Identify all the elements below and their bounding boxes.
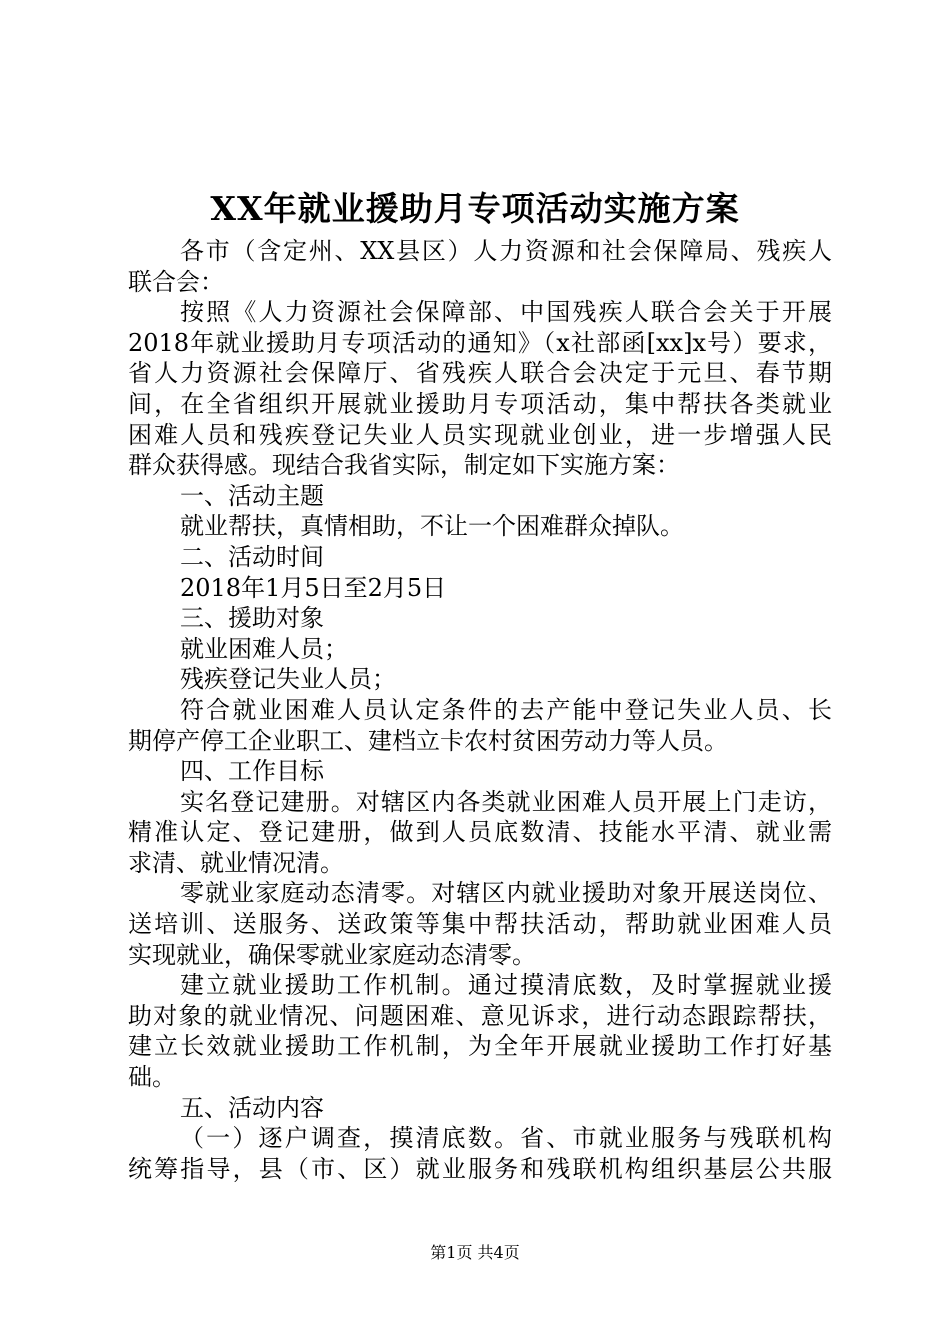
text-line: 联合会：: [128, 267, 224, 296]
document-body: [128, 236, 832, 1184]
text-line: 间，在全省组织开展就业援助月专项活动，集中帮扶各类就业: [128, 389, 832, 418]
text-line: 建立就业援助工作机制。通过摸清底数，及时掌握就业援: [180, 971, 832, 1000]
text-line: 2018年就业援助月专项活动的通知》（x社部函[xx]x号）要求，: [128, 328, 832, 357]
text-line: 就业帮扶，真情相助，不让一个困难群众掉队。: [180, 512, 684, 541]
text-line: 各市（含定州、XX县区）人力资源和社会保障局、残疾人: [180, 237, 832, 265]
text-line: 按照《人力资源社会保障部、中国残疾人联合会关于开展: [180, 298, 832, 327]
text-line: 就业困难人员；: [180, 634, 348, 663]
text-line: 实现就业，确保零就业家庭动态清零。: [128, 940, 536, 969]
document-title: XX年就业援助月专项活动实施方案: [210, 189, 740, 228]
text-line: 础。: [128, 1063, 176, 1092]
text-line: 残疾登记失业人员；: [180, 665, 396, 694]
text-line: 期停产停工企业职工、建档立卡农村贫困劳动力等人员。: [128, 726, 728, 755]
text-line: 2018年1月5日至2月5日: [180, 573, 447, 602]
text-line: 四、工作目标: [180, 757, 324, 786]
text-line: 困难人员和残疾登记失业人员实现就业创业，进一步增强人民: [128, 420, 832, 449]
text-line: 送培训、送服务、送政策等集中帮扶活动，帮助就业困难人员: [128, 910, 832, 939]
text-line: 符合就业困难人员认定条件的去产能中登记失业人员、长: [180, 695, 832, 724]
page-footer: 第1页 共4页: [430, 1243, 520, 1262]
text-line: （一）逐户调查，摸清底数。省、市就业服务与残联机构: [180, 1124, 832, 1153]
text-line: 求清、就业情况清。: [128, 848, 344, 877]
text-line: 实名登记建册。对辖区内各类就业困难人员开展上门走访，: [180, 787, 832, 816]
text-line: 精准认定、登记建册，做到人员底数清、技能水平清、就业需: [128, 818, 832, 847]
text-line: 省人力资源社会保障厅、省残疾人联合会决定于元旦、春节期: [128, 359, 832, 388]
text-line: 助对象的就业情况、问题困难、意见诉求，进行动态跟踪帮扶，: [128, 1001, 832, 1030]
text-line: 三、援助对象: [180, 604, 324, 633]
text-line: 群众获得感。现结合我省实际，制定如下实施方案：: [128, 451, 680, 480]
text-line: 五、活动内容: [180, 1093, 324, 1122]
text-line: 二、活动时间: [180, 542, 324, 571]
text-line: 统筹指导，县（市、区）就业服务和残联机构组织基层公共服: [128, 1154, 832, 1183]
text-line: 建立长效就业援助工作机制，为全年开展就业援助工作打好基: [128, 1032, 832, 1061]
text-line: 零就业家庭动态清零。对辖区内就业援助对象开展送岗位、: [180, 879, 832, 908]
text-line: 一、活动主题: [180, 481, 324, 510]
